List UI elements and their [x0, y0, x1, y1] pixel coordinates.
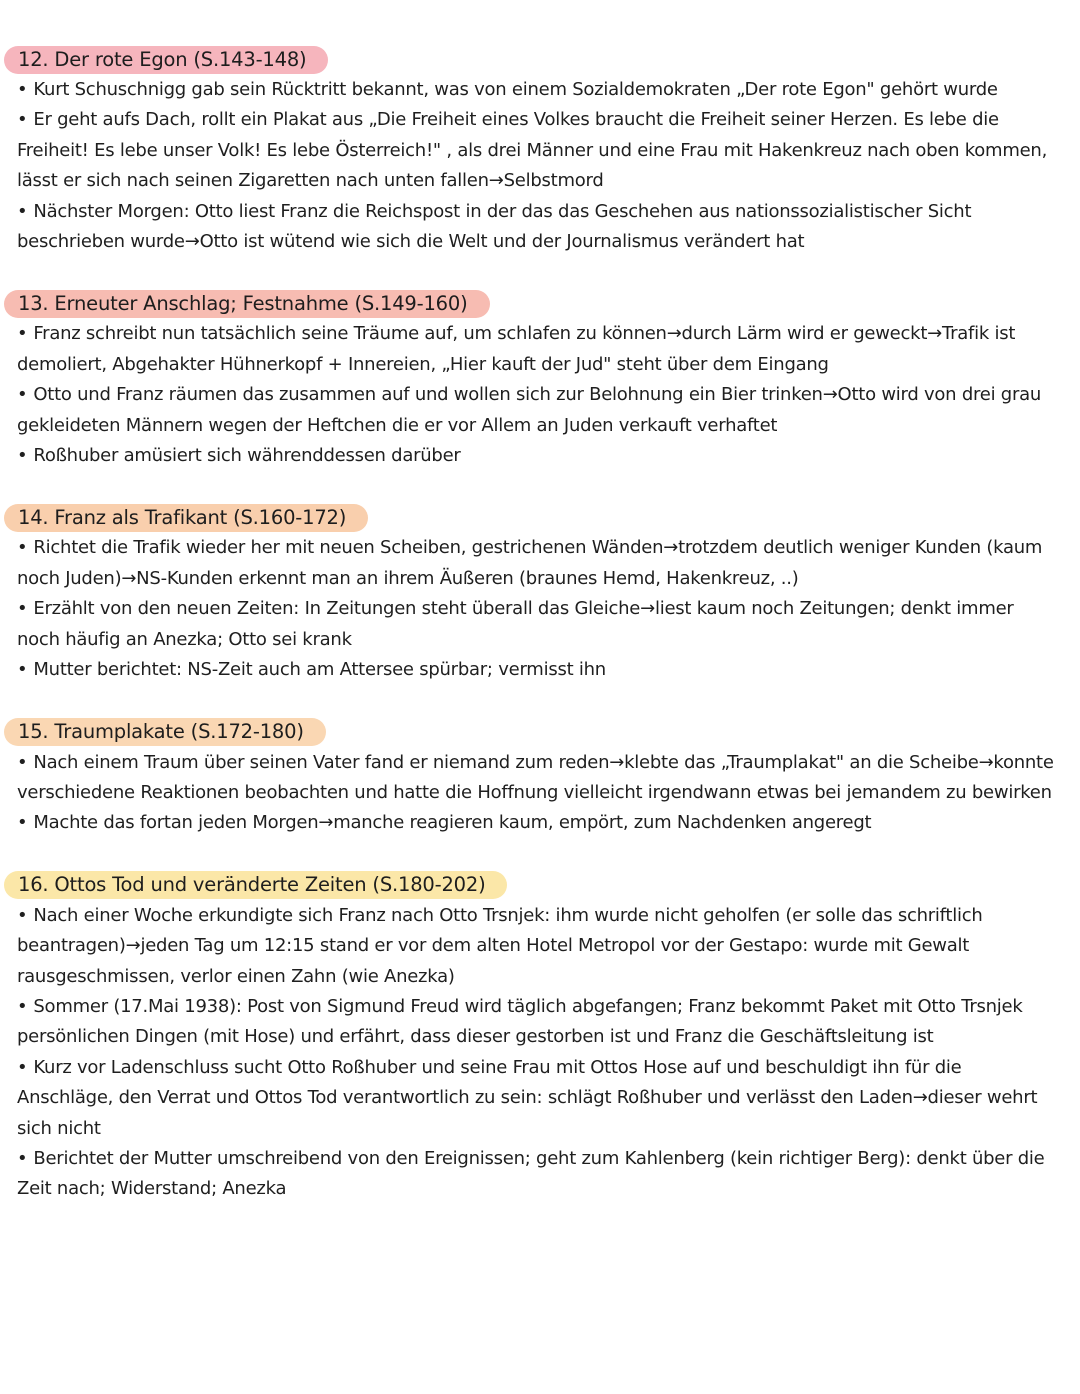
bullet-item: • Berichtet der Mutter umschreibend von den Ereignissen; geht zum Kahlenberg (kein richtiger Berg): denkt über die Zeit nach; Widerstand; Anezka [17, 1147, 1045, 1200]
bullet-dot-icon: • [17, 659, 28, 681]
section-15 [0, 717, 1080, 839]
section-16 [0, 870, 1080, 1205]
bullet-dot-icon: • [17, 812, 28, 834]
bullet-item: • Kurt Schuschnigg gab sein Rücktritt bekannt, was von einem Sozialdemokraten „Der rote Egon" gehört wurde [17, 79, 998, 100]
bullet-list [0, 533, 1080, 685]
section-heading: 12. Der rote Egon (S.143-148) [4, 46, 328, 74]
bullet-list [0, 901, 1080, 1205]
bullet-list [0, 748, 1080, 839]
bullet-dot-icon: • [17, 904, 28, 926]
bullet-dot-icon: • [17, 79, 28, 100]
bullet-item: • Kurz vor Ladenschluss sucht Otto Roßhuber und seine Frau mit Ottos Hose auf und beschuldigt ihn für die Anschläge, den Verrat und Ottos Tod verantwortlich zu sein: schlägt Roßhuber und verlässt den Laden→dieser wehrt sich nicht [17, 1056, 1038, 1139]
bullet-list [0, 319, 1080, 471]
section-heading: 13. Erneuter Anschlag; Festnahme (S.149-160) [4, 290, 490, 318]
bullet-item: • Erzählt von den neuen Zeiten: In Zeitungen steht überall das Gleiche→liest kaum noch Zeitungen; denkt immer noch häufig an Anezka; Otto sei krank [17, 598, 1014, 650]
bullet-dot-icon: • [17, 537, 28, 559]
bullet-item: • Franz schreibt nun tatsächlich seine Träume auf, um schlafen zu können→durch Lärm wird er geweckt→Trafik ist demoliert, Abgehakter Hühnerkopf + Innereien, „Hier kauft der Jud" steht über dem Eingang [17, 323, 1016, 375]
bullet-dot-icon: • [17, 995, 28, 1017]
bullet-item: • Richtet die Trafik wieder her mit neuen Scheiben, gestrichenen Wänden→trotzdem deutlich weniger Kunden (kaum noch Juden)→NS-Kunden erkennt man an ihrem Äußeren (braunes Hemd, Hakenkreuz, ..) [17, 537, 1043, 589]
bullet-dot-icon: • [17, 1147, 28, 1169]
bullet-list [0, 75, 1080, 257]
bullet-dot-icon: • [17, 598, 28, 620]
bullet-dot-icon: • [17, 323, 28, 345]
bullet-item: • Er geht aufs Dach, rollt ein Plakat aus „Die Freiheit eines Volkes braucht die Freiheit seiner Herzen. Es lebe die Freiheit! Es lebe unser Volk! Es lebe Österreich!" , als drei Männer und eine Frau mit Hakenkreuz nach oben kommen, lässt er sich nach seinen Zigaretten nach unten fallen→Selbstmord [17, 109, 1048, 192]
bullet-dot-icon: • [17, 200, 28, 222]
bullet-item: • Sommer (17.Mai 1938): Post von Sigmund Freud wird täglich abgefangen; Franz bekommt Paket mit Otto Trsnjek persönlichen Dingen (mit Hose) und erfährt, dass dieser gestorben ist und Franz die Geschäftsleitung ist [17, 995, 1023, 1048]
section-13 [0, 288, 1080, 471]
section-heading: 16. Ottos Tod und veränderte Zeiten (S.180-202) [4, 871, 507, 899]
bullet-item: • Otto und Franz räumen das zusammen auf und wollen sich zur Belohnung ein Bier trinken→Otto wird von drei grau gekleideten Männern wegen der Heftchen die er vor Allem an Juden verkauft verhaftet [17, 384, 1042, 436]
bullet-dot-icon: • [17, 445, 28, 467]
section-12 [0, 44, 1080, 257]
bullet-item: • Roßhuber amüsiert sich währenddessen darüber [17, 445, 461, 467]
bullet-item: • Machte das fortan jeden Morgen→manche reagieren kaum, empört, zum Nachdenken angeregt [17, 812, 872, 834]
section-heading: 15. Traumplakate (S.172-180) [4, 718, 326, 746]
notes-page [0, 44, 1080, 1236]
bullet-item: • Nach einer Woche erkundigte sich Franz nach Otto Trsnjek: ihm wurde nicht geholfen (er solle das schriftlich beantragen)→jeden Tag um 12:15 stand er vor dem alten Hotel Metropol vor der Gestapo: wurde mit Gewalt rausgeschmissen, verlor einen Zahn (wie Anezka) [17, 904, 983, 987]
bullet-dot-icon: • [17, 109, 28, 131]
bullet-dot-icon: • [17, 751, 28, 773]
bullet-dot-icon: • [17, 1056, 28, 1078]
bullet-item: • Nächster Morgen: Otto liest Franz die Reichspost in der das das Geschehen aus nationssozialistischer Sicht beschrieben wurde→Otto ist wütend wie sich die Welt und der Journalismus verändert hat [17, 200, 972, 253]
section-14 [0, 502, 1080, 685]
bullet-item: • Nach einem Traum über seinen Vater fand er niemand zum reden→klebte das „Traumplakat" an die Scheibe→konnte verschiedene Reaktionen beobachten und hatte die Hoffnung vielleicht irgendwann etwas bei jemandem zu bewirken [17, 751, 1054, 803]
section-heading: 14. Franz als Trafikant (S.160-172) [4, 504, 368, 532]
bullet-dot-icon: • [17, 384, 28, 406]
bullet-item: • Mutter berichtet: NS-Zeit auch am Attersee spürbar; vermisst ihn [17, 659, 606, 681]
